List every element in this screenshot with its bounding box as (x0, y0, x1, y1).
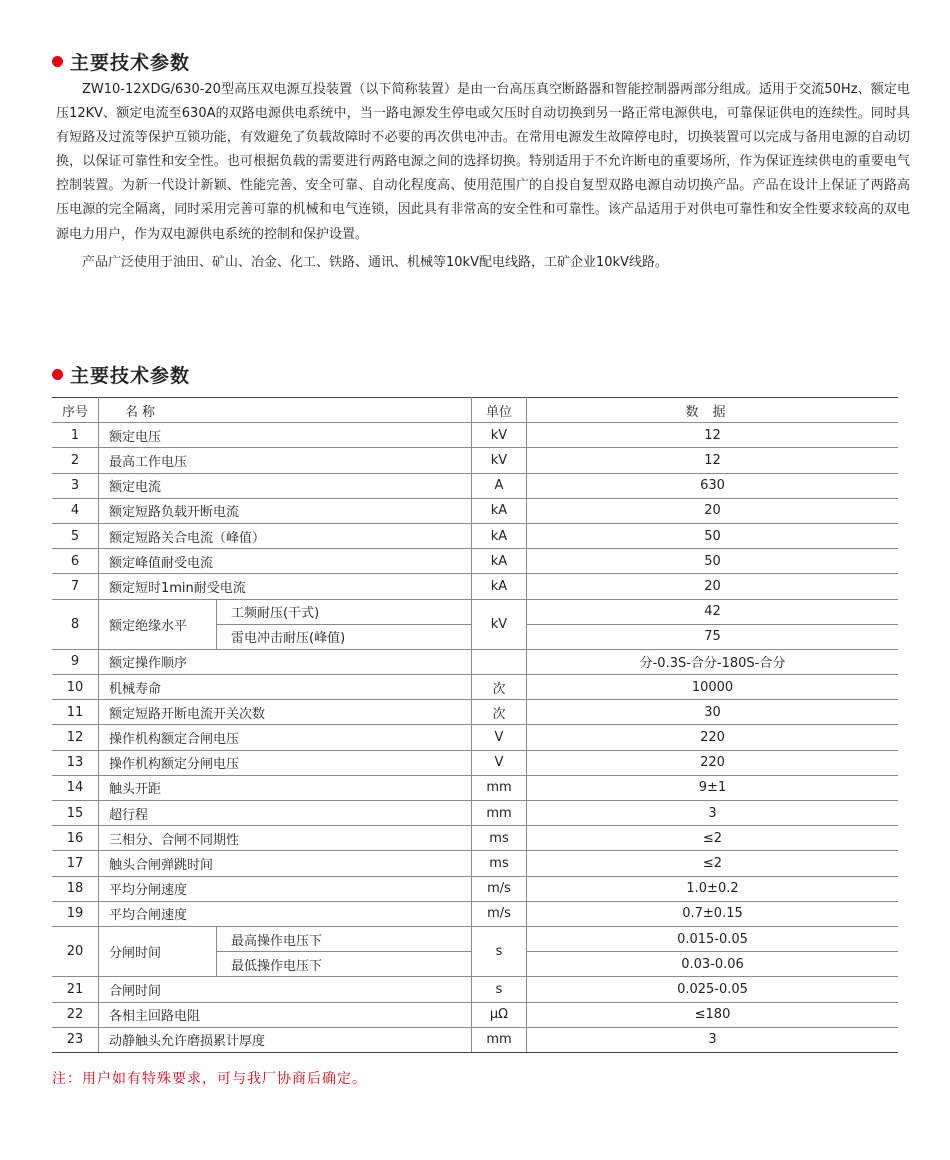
row-number: 9 (52, 649, 99, 674)
row-name: 分闸时间 (99, 926, 217, 976)
row-sub-name: 雷电冲击耐压(峰值) (217, 624, 472, 649)
table-row (52, 977, 898, 1002)
row-number: 2 (52, 448, 99, 473)
row-number: 7 (52, 574, 99, 599)
row-number: 4 (52, 498, 99, 523)
table-row (52, 498, 898, 523)
row-name: 操作机构额定合闸电压 (99, 725, 472, 750)
row-value: 3 (527, 1027, 899, 1052)
table-row (52, 423, 898, 448)
intro-heading (52, 48, 190, 75)
intro-text (56, 78, 910, 275)
row-unit: kV (472, 448, 527, 473)
table-row (52, 1002, 898, 1027)
table-row (52, 826, 898, 851)
row-name: 额定电压 (99, 423, 472, 448)
row-value: 75 (527, 624, 899, 649)
row-name: 额定短时1min耐受电流 (99, 574, 472, 599)
table-header-row (52, 398, 898, 423)
row-unit: 次 (472, 675, 527, 700)
row-number: 19 (52, 901, 99, 926)
row-value: 3 (527, 801, 899, 826)
row-unit: kV (472, 599, 527, 649)
row-value: 42 (527, 599, 899, 624)
row-unit: ms (472, 851, 527, 876)
row-value: 10000 (527, 675, 899, 700)
footnote: 注：用户如有特殊要求，可与我厂协商后确定。 (52, 1071, 367, 1087)
row-value: 1.0±0.2 (527, 876, 899, 901)
row-unit: m/s (472, 876, 527, 901)
table-row (52, 876, 898, 901)
row-number: 18 (52, 876, 99, 901)
parameters-table (52, 397, 898, 1053)
header-value: 数据 (527, 398, 899, 423)
row-number: 1 (52, 423, 99, 448)
row-unit: kA (472, 523, 527, 548)
row-value: 50 (527, 549, 899, 574)
row-unit: m/s (472, 901, 527, 926)
intro-paragraph-2: 产品广泛使用于油田、矿山、冶金、化工、铁路、通讯、机械等10kV配电线路，工矿企业10kV线路。 (82, 254, 668, 270)
params-heading (52, 361, 190, 388)
row-value: 20 (527, 574, 899, 599)
row-unit: s (472, 926, 527, 976)
row-name: 操作机构额定分闸电压 (99, 750, 472, 775)
table-row (52, 599, 898, 624)
table-row (52, 725, 898, 750)
row-number: 21 (52, 977, 99, 1002)
row-unit: mm (472, 775, 527, 800)
params-heading-text: 主要技术参数 (70, 365, 191, 387)
row-unit: 次 (472, 700, 527, 725)
table-row (52, 448, 898, 473)
table-row (52, 1027, 898, 1052)
row-number: 20 (52, 926, 99, 976)
row-name: 触头开距 (99, 775, 472, 800)
row-value: 30 (527, 700, 899, 725)
row-number: 23 (52, 1027, 99, 1052)
header-no: 序号 (52, 398, 99, 423)
row-value: 9±1 (527, 775, 899, 800)
row-value: 0.7±0.15 (527, 901, 899, 926)
row-number: 12 (52, 725, 99, 750)
row-value: ≤2 (527, 826, 899, 851)
row-number: 10 (52, 675, 99, 700)
row-value: 630 (527, 473, 899, 498)
row-unit: μΩ (472, 1002, 527, 1027)
row-name: 机械寿命 (99, 675, 472, 700)
table-row (52, 473, 898, 498)
row-name: 触头合闸弹跳时间 (99, 851, 472, 876)
row-number: 8 (52, 599, 99, 649)
row-unit: ms (472, 826, 527, 851)
row-number: 14 (52, 775, 99, 800)
table-row (52, 523, 898, 548)
row-name: 额定绝缘水平 (99, 599, 217, 649)
row-value: ≤180 (527, 1002, 899, 1027)
row-value: 12 (527, 448, 899, 473)
row-value: 20 (527, 498, 899, 523)
row-name: 额定峰值耐受电流 (99, 549, 472, 574)
row-number: 22 (52, 1002, 99, 1027)
row-sub-name: 最高操作电压下 (217, 926, 472, 951)
red-bullet-icon (52, 369, 63, 380)
row-value: 220 (527, 725, 899, 750)
row-name: 动静触头允许磨损累计厚度 (99, 1027, 472, 1052)
table-row (52, 801, 898, 826)
row-name: 额定短路负载开断电流 (99, 498, 472, 523)
row-name: 合闸时间 (99, 977, 472, 1002)
row-sub-name: 工频耐压(干式) (217, 599, 472, 624)
row-number: 11 (52, 700, 99, 725)
table-row (52, 851, 898, 876)
row-name: 各相主回路电阻 (99, 1002, 472, 1027)
row-unit: V (472, 725, 527, 750)
red-bullet-icon (52, 56, 63, 67)
row-unit (472, 649, 527, 674)
row-number: 13 (52, 750, 99, 775)
row-name: 平均合闸速度 (99, 901, 472, 926)
row-number: 3 (52, 473, 99, 498)
row-value: 0.03-0.06 (527, 952, 899, 977)
intro-paragraph-1: ZW10-12XDG/630-20型高压双电源互投装置（以下简称装置）是由一台高压真空断路器和智能控制器两部分组成。适用于交流50Hz、额定电压12KV、额定电流至630A的双路电源供电系统中，当一路电源发生停电或欠压时自动切换到另一路正常电源供电，可靠保证供电的连续性。同时具有短路及过流等保护互锁功能，有效避免了负载故障时不必要的再次供电冲击。在常用电源发生故障停电时，切换装置可以完成与备用电源的自动切换，以保证可靠性和安全性。也可根据负载的需要进行两路电源之间的选择切换。特别适用于不允许断电的重要场所，作为保证连续供电的重要电气控制装置。为新一代设计新颖、性能完善、安全可靠、自动化程度高、使用范围广的自投自复型双路电源自动切换产品。产品在设计上保证了两路高压电源的完全隔离，同时采用完善可靠的机械和电气连锁，因此具有非常高的安全性和可靠性。该产品适用于对供电可靠性和安全性要求较高的双电源电力用户，作为双电源供电系统的控制和保护设置。 (56, 82, 910, 242)
row-number: 5 (52, 523, 99, 548)
table-row (52, 901, 898, 926)
header-unit: 单位 (472, 398, 527, 423)
row-name: 三相分、合闸不同期性 (99, 826, 472, 851)
table-body (52, 423, 898, 1053)
row-number: 17 (52, 851, 99, 876)
row-name: 超行程 (99, 801, 472, 826)
row-unit: s (472, 977, 527, 1002)
row-unit: kA (472, 498, 527, 523)
row-unit: kA (472, 574, 527, 599)
row-value: 0.025-0.05 (527, 977, 899, 1002)
row-name: 平均分闸速度 (99, 876, 472, 901)
table-row (52, 700, 898, 725)
row-name: 额定短路开断电流开关次数 (99, 700, 472, 725)
table-row (52, 926, 898, 951)
row-unit: kV (472, 423, 527, 448)
row-value: 220 (527, 750, 899, 775)
row-unit: V (472, 750, 527, 775)
table-row (52, 574, 898, 599)
row-value: 0.015-0.05 (527, 926, 899, 951)
row-unit: A (472, 473, 527, 498)
row-value: 分-0.3S-合分-180S-合分 (527, 649, 899, 674)
row-name: 最高工作电压 (99, 448, 472, 473)
table-row (52, 675, 898, 700)
table-row (52, 549, 898, 574)
table-row (52, 750, 898, 775)
row-name: 额定操作顺序 (99, 649, 472, 674)
table-row (52, 775, 898, 800)
table-row (52, 649, 898, 674)
row-number: 6 (52, 549, 99, 574)
row-number: 16 (52, 826, 99, 851)
row-number: 15 (52, 801, 99, 826)
row-unit: mm (472, 1027, 527, 1052)
intro-heading-text: 主要技术参数 (70, 52, 191, 74)
row-value: 50 (527, 523, 899, 548)
row-name: 额定短路关合电流（峰值） (99, 523, 472, 548)
row-unit: kA (472, 549, 527, 574)
row-sub-name: 最低操作电压下 (217, 952, 472, 977)
row-name: 额定电流 (99, 473, 472, 498)
header-name: 名称 (99, 398, 472, 423)
row-unit: mm (472, 801, 527, 826)
row-value: ≤2 (527, 851, 899, 876)
row-value: 12 (527, 423, 899, 448)
